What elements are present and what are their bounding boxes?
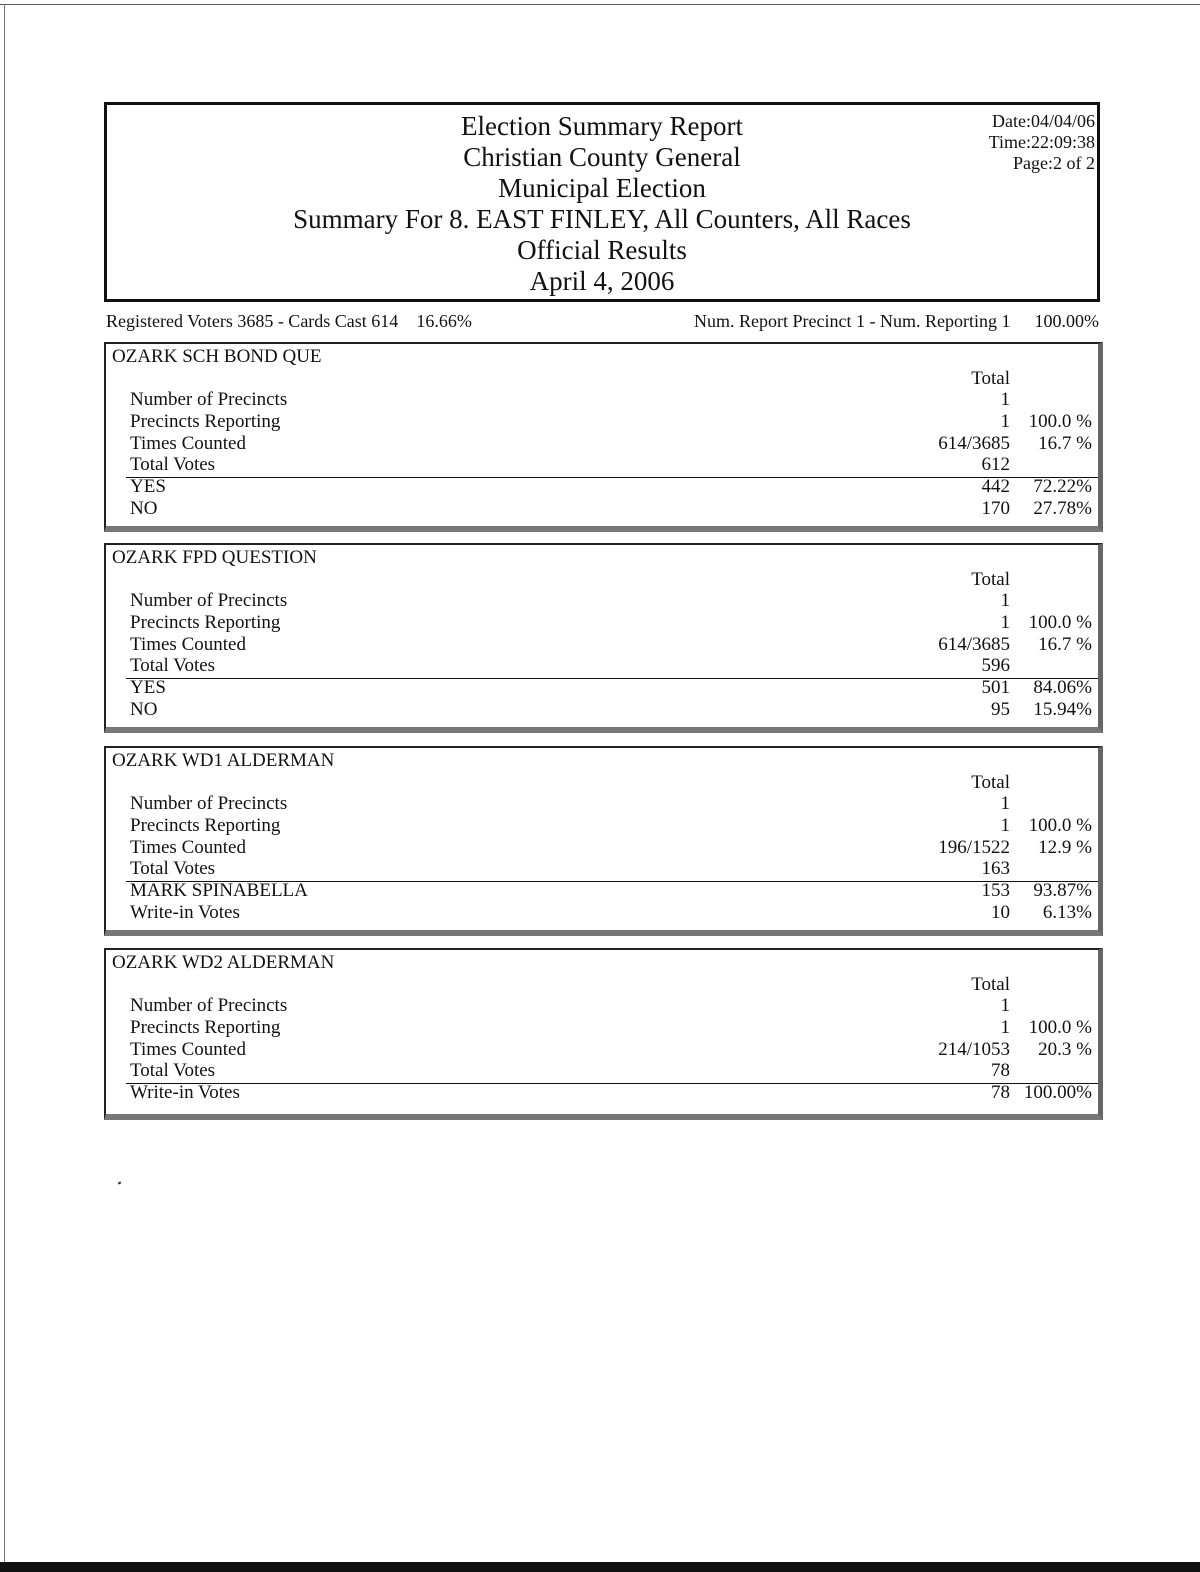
row-label: Number of Precincts [130, 389, 288, 410]
total-column-header: Total [971, 974, 1010, 995]
row-pct: 6.13% [1042, 902, 1092, 923]
stat-row [106, 858, 1098, 880]
stat-row [106, 612, 1098, 634]
row-label: Times Counted [130, 1038, 246, 1060]
registered-voters-text: Registered Voters 3685 - Cards Cast 614 [106, 311, 399, 331]
stat-row [106, 793, 1098, 815]
stat-row [106, 389, 1098, 411]
row-label: NO [130, 699, 158, 720]
row-value: 1 [1000, 995, 1010, 1016]
row-value: 501 [981, 677, 1010, 699]
stat-row [106, 433, 1098, 455]
stat-row [106, 590, 1098, 612]
row-value: 1 [1000, 590, 1010, 611]
row-label: MARK SPINABELLA [130, 880, 308, 902]
choice-row [106, 699, 1098, 721]
row-pct: 93.87% [1033, 880, 1092, 902]
reporting-pct: 100.00% [1034, 311, 1099, 331]
title-line: Christian County General [463, 142, 741, 172]
row-value: 153 [981, 880, 1010, 902]
reporting-text: Num. Report Precinct 1 - Num. Reporting 1 [694, 311, 1011, 331]
race-box [104, 342, 1103, 532]
row-value: 1 [1000, 1016, 1010, 1038]
stat-row [106, 454, 1098, 476]
row-pct: 100.0 % [1028, 611, 1092, 633]
row-label: Times Counted [130, 633, 246, 655]
choice-row [106, 902, 1098, 924]
row-value: 1 [1000, 793, 1010, 814]
choice-row [106, 880, 1098, 902]
row-label: Write-in Votes [130, 1082, 240, 1104]
row-pct: 100.0 % [1028, 1016, 1092, 1038]
stray-mark [118, 1181, 122, 1184]
row-value: 95 [991, 699, 1010, 720]
row-pct: 12.9 % [1038, 836, 1092, 858]
choice-row [106, 677, 1098, 699]
race-title: OZARK FPD QUESTION [112, 547, 317, 568]
race-title: OZARK WD1 ALDERMAN [112, 750, 335, 771]
stat-row [106, 1060, 1098, 1082]
row-label: Precincts Reporting [130, 611, 281, 633]
title-line: Municipal Election [498, 173, 706, 203]
report-time: Time:22:09:38 [988, 132, 1095, 152]
row-pct: 100.0 % [1028, 410, 1092, 432]
row-label: YES [130, 677, 166, 699]
registered-voters-summary [106, 311, 472, 332]
row-value: 614/3685 [938, 633, 1010, 655]
row-value: 442 [981, 476, 1010, 498]
row-pct: 15.94% [1033, 699, 1092, 720]
reporting-summary [694, 311, 1099, 332]
page-top-edge [0, 4, 1200, 5]
row-value: 214/1053 [938, 1038, 1010, 1060]
report-title [107, 111, 1097, 297]
row-pct: 100.00% [1023, 1082, 1092, 1104]
row-value: 1 [1000, 389, 1010, 410]
row-label: Total Votes [130, 655, 216, 677]
choice-row [106, 476, 1098, 498]
row-pct: 16.7 % [1038, 432, 1092, 454]
row-value: 10 [991, 902, 1010, 923]
page-left-edge [4, 4, 5, 1566]
row-pct: 72.22% [1033, 476, 1092, 498]
row-label: Times Counted [130, 836, 246, 858]
row-label: Total Votes [130, 1060, 216, 1082]
total-column-header: Total [971, 772, 1010, 793]
race-box [104, 746, 1103, 936]
row-label: Write-in Votes [130, 902, 240, 923]
row-pct: 100.0 % [1028, 814, 1092, 836]
report-page: Page:2 of 2 [1013, 153, 1095, 173]
stat-row [106, 995, 1098, 1017]
page-bottom-edge [0, 1562, 1200, 1572]
row-value: 78 [991, 1082, 1010, 1104]
stat-row [106, 634, 1098, 656]
row-value: 614/3685 [938, 432, 1010, 454]
total-column-header: Total [971, 569, 1010, 590]
row-label: Precincts Reporting [130, 1016, 281, 1038]
choice-row [106, 1082, 1098, 1104]
report-date: Date:04/04/06 [992, 111, 1095, 131]
row-label: Total Votes [130, 858, 216, 880]
row-label: Precincts Reporting [130, 814, 281, 836]
title-line: Summary For 8. EAST FINLEY, All Counters, All Races [293, 204, 911, 234]
row-pct: 27.78% [1033, 498, 1092, 519]
row-pct: 84.06% [1033, 677, 1092, 699]
row-label: Number of Precincts [130, 793, 288, 814]
stat-row [106, 411, 1098, 433]
row-label: Precincts Reporting [130, 410, 281, 432]
choice-row [106, 498, 1098, 520]
row-value: 612 [981, 454, 1010, 476]
report-meta [989, 111, 1095, 174]
row-value: 1 [1000, 611, 1010, 633]
row-label: NO [130, 498, 158, 519]
row-value: 196/1522 [938, 836, 1010, 858]
title-line: April 4, 2006 [529, 266, 675, 296]
row-label: Times Counted [130, 432, 246, 454]
row-pct: 20.3 % [1038, 1038, 1092, 1060]
row-label: YES [130, 476, 166, 498]
race-title: OZARK SCH BOND QUE [112, 346, 322, 367]
stat-row [106, 655, 1098, 677]
report-header [104, 102, 1100, 302]
row-value: 1 [1000, 410, 1010, 432]
row-value: 1 [1000, 814, 1010, 836]
stat-row [106, 837, 1098, 859]
race-title: OZARK WD2 ALDERMAN [112, 952, 335, 973]
stat-row [106, 1039, 1098, 1061]
race-box [104, 543, 1103, 733]
row-value: 78 [991, 1060, 1010, 1082]
row-label: Number of Precincts [130, 995, 288, 1016]
title-line: Election Summary Report [461, 111, 743, 141]
row-label: Number of Precincts [130, 590, 288, 611]
stat-row [106, 815, 1098, 837]
race-box [104, 948, 1103, 1120]
title-line: Official Results [517, 235, 687, 265]
row-value: 170 [981, 498, 1010, 519]
stat-row [106, 1017, 1098, 1039]
registered-voters-pct: 16.66% [416, 311, 472, 331]
row-pct: 16.7 % [1038, 633, 1092, 655]
total-column-header: Total [971, 368, 1010, 389]
row-value: 163 [981, 858, 1010, 880]
row-value: 596 [981, 655, 1010, 677]
row-label: Total Votes [130, 454, 216, 476]
